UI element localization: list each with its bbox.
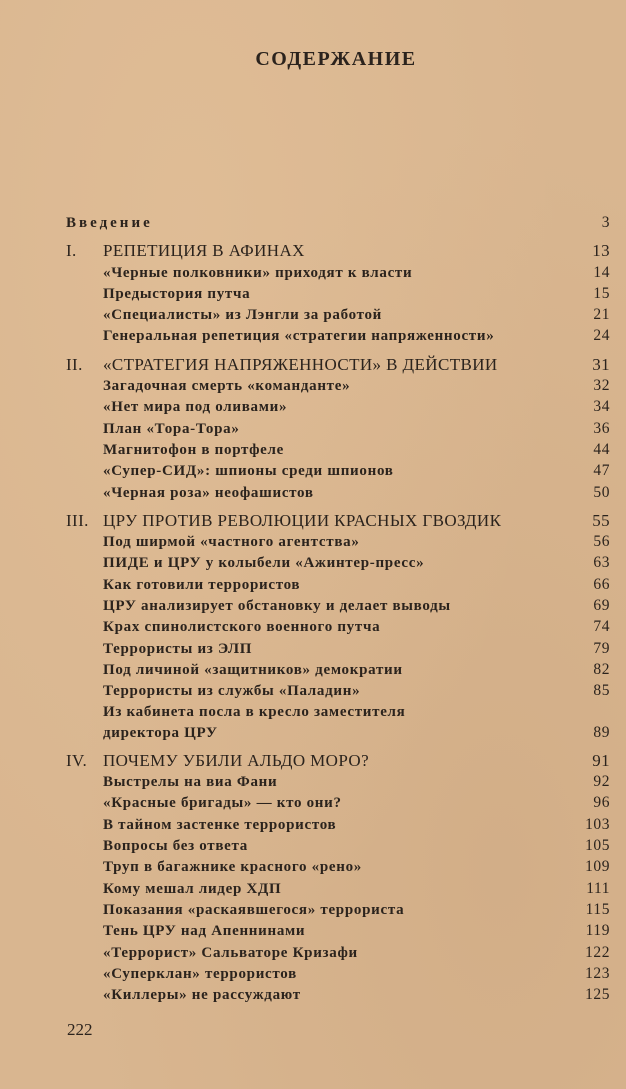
toc-entry — [66, 771, 610, 792]
entry-label: Крах спинолистского военного путча — [103, 619, 381, 636]
entry-page: 36 — [593, 419, 610, 437]
page-title: СОДЕРЖАНИЕ — [255, 48, 417, 70]
entry-page: 31 — [592, 354, 610, 374]
toc-entry — [66, 942, 610, 963]
entry-page: 44 — [593, 440, 610, 458]
toc-entry — [66, 984, 610, 1005]
toc-entry-continued — [66, 722, 610, 743]
entry-page: 13 — [592, 241, 610, 261]
toc-entry — [66, 920, 610, 941]
toc-entry — [66, 814, 610, 835]
entry-page: 14 — [593, 263, 610, 281]
entry-page: 111 — [586, 879, 610, 897]
entry-label: Террористы из службы «Паладин» — [103, 683, 361, 700]
entry-page: 96 — [593, 794, 610, 812]
toc-chapter — [66, 240, 610, 261]
entry-label: ПИДЕ и ЦРУ у колыбели «Ажинтер-пресс» — [103, 555, 425, 572]
entry-label: «Суперклан» террористов — [103, 965, 297, 982]
toc-entry — [66, 638, 610, 659]
entry-label: «Специалисты» из Лэнгли за работой — [103, 307, 383, 324]
entry-page: 15 — [593, 284, 610, 302]
toc-entry — [66, 283, 610, 304]
entry-label: «Черная роза» неофашистов — [103, 484, 314, 501]
entry-label: директора ЦРУ — [103, 724, 218, 741]
entry-page: 32 — [593, 377, 610, 395]
entry-page: 91 — [592, 750, 610, 770]
toc-entry — [66, 702, 610, 722]
toc-chapter — [66, 354, 610, 375]
entry-page: 56 — [593, 533, 610, 551]
entry-label: Вопросы без ответа — [103, 838, 248, 855]
chapter-number: IV. — [66, 750, 88, 770]
toc-entry — [66, 482, 610, 503]
chapter-number: II. — [66, 354, 83, 374]
entry-label: «Супер-СИД»: шпионы среди шпионов — [103, 463, 394, 480]
entry-page: 69 — [593, 597, 610, 615]
entry-page: 125 — [585, 986, 610, 1004]
toc-entry — [66, 835, 610, 856]
entry-label: Генеральная репетиция «стратегии напряженности» — [103, 328, 495, 345]
toc-chapter — [66, 750, 610, 771]
entry-page: 79 — [593, 639, 610, 657]
page-number: 222 — [67, 1020, 93, 1039]
toc-entry — [66, 792, 610, 813]
entry-page: 21 — [593, 306, 610, 324]
entry-page: 119 — [585, 922, 610, 940]
toc-entry-intro — [66, 212, 610, 233]
toc-entry — [66, 418, 610, 439]
entry-page: 24 — [593, 327, 610, 345]
chapter-number: III. — [66, 510, 89, 530]
entry-label: «Киллеры» не рассуждают — [103, 987, 301, 1004]
entry-label: «СТРАТЕГИЯ НАПРЯЖЕННОСТИ» В ДЕЙСТВИИ — [103, 354, 498, 374]
chapters — [66, 240, 610, 1005]
entry-label: «Террорист» Сальваторе Кризафи — [103, 944, 358, 961]
entry-label: Под ширмой «частного агентства» — [103, 534, 360, 551]
entry-page: 122 — [585, 943, 610, 961]
entry-label: В тайном застенке террористов — [103, 816, 337, 833]
entry-page: 66 — [593, 575, 610, 593]
entry-label: Террористы из ЭЛП — [103, 640, 253, 657]
entry-page: 82 — [593, 660, 610, 678]
entry-page: 92 — [593, 773, 610, 791]
entry-label: Предыстория путча — [103, 285, 251, 302]
toc-entry — [66, 616, 610, 637]
entry-label: Магнитофон в портфеле — [103, 441, 285, 458]
entry-page: 74 — [593, 618, 610, 636]
entry-page: 63 — [593, 554, 610, 572]
entry-label: «Нет мира под оливами» — [103, 399, 288, 416]
toc-entry — [66, 460, 610, 481]
toc-entry — [66, 963, 610, 984]
entry-label: ЦРУ анализирует обстановку и делает выводы — [103, 598, 451, 615]
entry-page: 115 — [585, 900, 610, 918]
entry-label: Труп в багажнике красного «рено» — [103, 859, 362, 876]
entry-page: 85 — [593, 682, 610, 700]
toc-entry — [66, 304, 610, 325]
entry-label: ЦРУ ПРОТИВ РЕВОЛЮЦИИ КРАСНЫХ ГВОЗДИК — [103, 510, 502, 530]
entry-page: 103 — [585, 815, 610, 833]
entry-page: 50 — [593, 483, 610, 501]
toc-entry — [66, 396, 610, 417]
toc-chapter — [66, 510, 610, 531]
entry-label: Кому мешал лидер ХДП — [103, 880, 282, 897]
toc-entry — [66, 899, 610, 920]
toc-entry — [66, 325, 610, 346]
entry-label: Тень ЦРУ над Апеннинами — [103, 923, 306, 940]
toc-entry — [66, 878, 610, 899]
toc-entry — [66, 531, 610, 552]
toc-entry — [66, 574, 610, 595]
entry-label: Как готовили террористов — [103, 576, 301, 593]
toc-entry — [66, 680, 610, 701]
entry-label: РЕПЕТИЦИЯ В АФИНАХ — [103, 241, 305, 261]
toc-entry — [66, 659, 610, 680]
entry-page: 55 — [592, 510, 610, 530]
toc-entry — [66, 439, 610, 460]
entry-label: Загадочная смерть «команданте» — [103, 378, 351, 395]
entry-label: Из кабинета посла в кресло заместителя — [103, 703, 406, 720]
entry-label: «Красные бригады» — кто они? — [103, 795, 342, 812]
entry-page: 47 — [593, 462, 610, 480]
entry-label: Показания «раскаявшегося» террориста — [103, 901, 405, 918]
entry-label: Введение — [66, 215, 153, 231]
entry-page: 109 — [585, 858, 610, 876]
entry-page: 105 — [585, 837, 610, 855]
entry-label: План «Тора-Тора» — [103, 420, 240, 437]
toc-entry — [66, 552, 610, 573]
toc-entry — [66, 595, 610, 616]
entry-label: Под личиной «защитников» демократии — [103, 661, 403, 678]
toc-entry — [66, 375, 610, 396]
table-of-contents — [66, 212, 610, 1005]
entry-label: ПОЧЕМУ УБИЛИ АЛЬДО МОРО? — [103, 750, 370, 770]
entry-page: 89 — [593, 723, 610, 741]
entry-label: Выстрелы на виа Фани — [103, 774, 278, 791]
entry-page: 3 — [601, 214, 610, 231]
entry-page: 123 — [585, 964, 610, 982]
toc-entry — [66, 262, 610, 283]
chapter-number: I. — [66, 241, 77, 261]
toc-entry — [66, 856, 610, 877]
entry-label: «Черные полковники» приходят к власти — [103, 264, 413, 281]
entry-page: 34 — [593, 398, 610, 416]
